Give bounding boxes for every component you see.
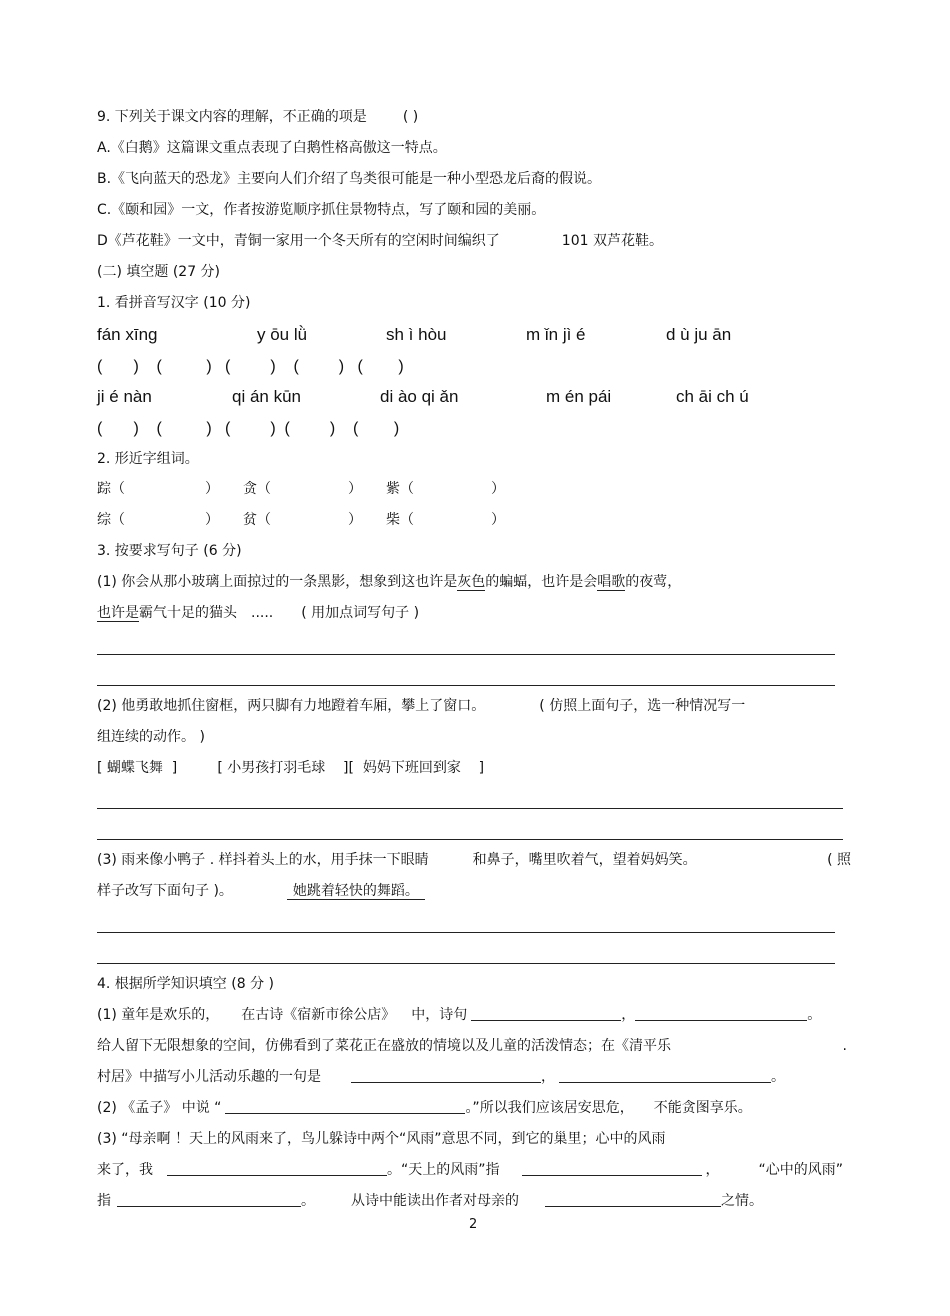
q4-title: 4. 根据所学知识填空 (8 分 ) [97, 976, 274, 992]
q4-line-4 [97, 1099, 752, 1117]
q4-line-3 [97, 1068, 785, 1086]
s1-text-c: 的夜莺， [625, 574, 682, 590]
q4-punct: ， [541, 1069, 555, 1085]
fill-blank[interactable] [545, 1192, 721, 1207]
q4-text: “心中的风雨” [758, 1162, 843, 1178]
s1-underlined-1: 灰色 [457, 574, 486, 590]
pinyin-10: ch āi ch ú [676, 387, 749, 406]
s3-text-b: 和鼻子，嘴里吹着气，望着妈妈笑。 [472, 852, 697, 868]
q3-sentence-2-line-2: 组连续的动作。 ) [97, 729, 205, 745]
answer-parens-row-2[interactable]: ( ) ( ) ( ) ( ) ( ) [97, 420, 400, 437]
q4-text: 。”所以我们应该居安思危， [465, 1100, 634, 1116]
q4-punct: 。 [807, 1007, 822, 1023]
q4-punct: 。 [301, 1193, 315, 1209]
q4-text: 在古诗《宿新市徐公店》 [241, 1007, 396, 1023]
answer-line[interactable] [97, 932, 835, 933]
s1-text-d: 霸气十足的猫头 [139, 605, 237, 621]
q4-text: 村居》中描写小儿活动乐趣的一句是 [97, 1069, 321, 1085]
char-pair-open: 贫（ [243, 512, 271, 528]
q9-option-d-tail: 101 双芦花鞋。 [561, 233, 663, 249]
q3-sentence-2-options: [ 蝴蝶飞舞 ] [ 小男孩打羽毛球 ][ 妈妈下班回到家 ] [97, 760, 485, 776]
q4-text: 给人留下无限想象的空间，仿佛看到了菜花正在盛放的情境以及儿童的活泼情态；在《清平乐 [97, 1038, 671, 1054]
s1-text-a: (1) 你会从那小玻璃上面掠过的一条黑影，想象到这也许是 [97, 574, 458, 590]
char-pair-close[interactable]: ） [205, 512, 219, 528]
q4-text: 中，诗句 [411, 1007, 468, 1023]
answer-line[interactable] [97, 963, 835, 964]
pinyin-6: ji é nàn [97, 387, 152, 406]
answer-line[interactable] [97, 654, 835, 655]
char-pair-close[interactable]: ） [348, 512, 362, 528]
pinyin-3: sh ì hòu [386, 325, 447, 344]
fill-blank[interactable] [522, 1161, 702, 1176]
q3-sentence-3-line-1 [97, 851, 851, 869]
pinyin-2: y ōu lǜ [257, 325, 308, 344]
pinyin-1: fán xīng [97, 325, 158, 344]
answer-line[interactable] [97, 808, 843, 809]
q9-stem [97, 108, 418, 126]
char-pair-open: 综（ [97, 512, 125, 528]
s2-instruction: ( 仿照上面句子，选一种情况写一 [539, 698, 746, 714]
pinyin-9: m én pái [546, 387, 612, 406]
s3-target-sentence: 她跳着轻快的舞蹈。 [287, 883, 425, 900]
q9-option-d [97, 232, 663, 250]
q4-text: 指 [97, 1193, 111, 1209]
page-number: 2 [469, 1217, 478, 1232]
q4-punct: 。 [771, 1069, 785, 1085]
pinyin-4: m ǐn jì é [526, 325, 586, 344]
q4-text: 来了，我 [97, 1162, 153, 1178]
q9-option-b: B.《飞向蓝天的恐龙》主要向人们介绍了鸟类很可能是一种小型恐龙后裔的假说。 [97, 171, 602, 187]
fill-blank[interactable] [167, 1161, 387, 1176]
pinyin-7: qi án kūn [232, 387, 301, 406]
q3-sentence-1-line-1 [97, 573, 681, 591]
q4-line-7 [97, 1192, 763, 1210]
char-pair-close[interactable]: ） [205, 481, 219, 497]
s1-instruction: ( 用加点词写句子 ) [301, 605, 420, 621]
q9-option-c: C.《颐和园》一文，作者按游览顺序抓住景物特点，写了颐和园的美丽。 [97, 202, 546, 218]
q4-text: 。“天上的风雨”指 [387, 1162, 500, 1178]
q4-line-6 [97, 1161, 843, 1179]
q4-text: (1) 童年是欢乐的， [97, 1007, 220, 1023]
char-pair-close[interactable]: ） [491, 481, 505, 497]
answer-line[interactable] [97, 685, 835, 686]
q3-title: 3. 按要求写句子 (6 分) [97, 543, 242, 559]
q9-answer-paren[interactable]: ( ) [402, 109, 419, 125]
q4-line-5: (3) “母亲啊 ！天上的风雨来了，鸟儿躲诗中两个“风雨”意思不同，到它的巢里；心中的风雨 [97, 1131, 666, 1147]
s3-instruction-start: ( 照 [827, 852, 851, 868]
fill-blank[interactable] [635, 1006, 807, 1021]
q4-punct: . [842, 1038, 847, 1054]
section-2-title: (二) 填空题 (27 分) [97, 264, 221, 280]
q1-title: 1. 看拼音写汉字 (10 分) [97, 295, 251, 311]
s1-dots: ..... [251, 605, 274, 621]
q3-sentence-3-line-2 [97, 882, 425, 900]
q4-line-2 [97, 1037, 851, 1055]
q4-text: 之情。 [721, 1193, 763, 1209]
s2-text: (2) 他勇敢地抓住窗框，两只脚有力地蹬着车厢，攀上了窗口。 [97, 698, 486, 714]
s1-underlined-3: 也许是 [97, 605, 139, 621]
q4-text: 不能贪图享乐。 [653, 1100, 752, 1116]
q9-stem-text: 9. 下列关于课文内容的理解，不正确的项是 [97, 109, 367, 125]
fill-blank[interactable] [225, 1099, 465, 1114]
fill-blank[interactable] [117, 1192, 301, 1207]
char-pair-open: 踪（ [97, 481, 125, 497]
char-pair-close[interactable]: ） [348, 481, 362, 497]
answer-line[interactable] [97, 839, 843, 840]
q2-title: 2. 形近字组词。 [97, 451, 199, 467]
s3-instruction-end: 样子改写下面句子 )。 [97, 883, 233, 899]
s1-text-b: 的蝙蝠，也许是会 [485, 574, 598, 590]
fill-blank[interactable] [559, 1068, 771, 1083]
char-pair-open: 贪（ [243, 481, 271, 497]
answer-parens-row-1[interactable]: ( ) ( ) ( ) ( ) ( ) [97, 358, 404, 375]
pinyin-8: di ào qi ǎn [380, 387, 459, 406]
s3-text-a: (3) 雨来像小鸭子 . 样抖着头上的水，用手抹一下眼睛 [97, 852, 429, 868]
q9-option-a: A.《白鹅》这篇课文重点表现了白鹅性格高傲这一特点。 [97, 140, 447, 156]
char-pair-open: 紫（ [386, 481, 414, 497]
q4-line-1 [97, 1006, 821, 1024]
fill-blank[interactable] [471, 1006, 621, 1021]
pinyin-5: d ù ju ān [666, 325, 732, 344]
q4-text: (2) 《孟子》 中说 “ [97, 1100, 222, 1116]
s1-underlined-2: 唱歌 [597, 574, 626, 590]
fill-blank[interactable] [351, 1068, 541, 1083]
q4-punct: ， [621, 1007, 636, 1023]
q3-sentence-1-line-2 [97, 604, 419, 622]
char-pair-open: 柴（ [386, 512, 414, 528]
q4-punct: ， [705, 1162, 720, 1178]
char-pair-close[interactable]: ） [491, 512, 505, 528]
q3-sentence-2-line-1 [97, 697, 745, 715]
q4-text: 从诗中能读出作者对母亲的 [351, 1193, 519, 1209]
q9-option-d-text: D《芦花鞋》一文中，青铜一家用一个冬天所有的空闲时间编织了 [97, 233, 500, 249]
